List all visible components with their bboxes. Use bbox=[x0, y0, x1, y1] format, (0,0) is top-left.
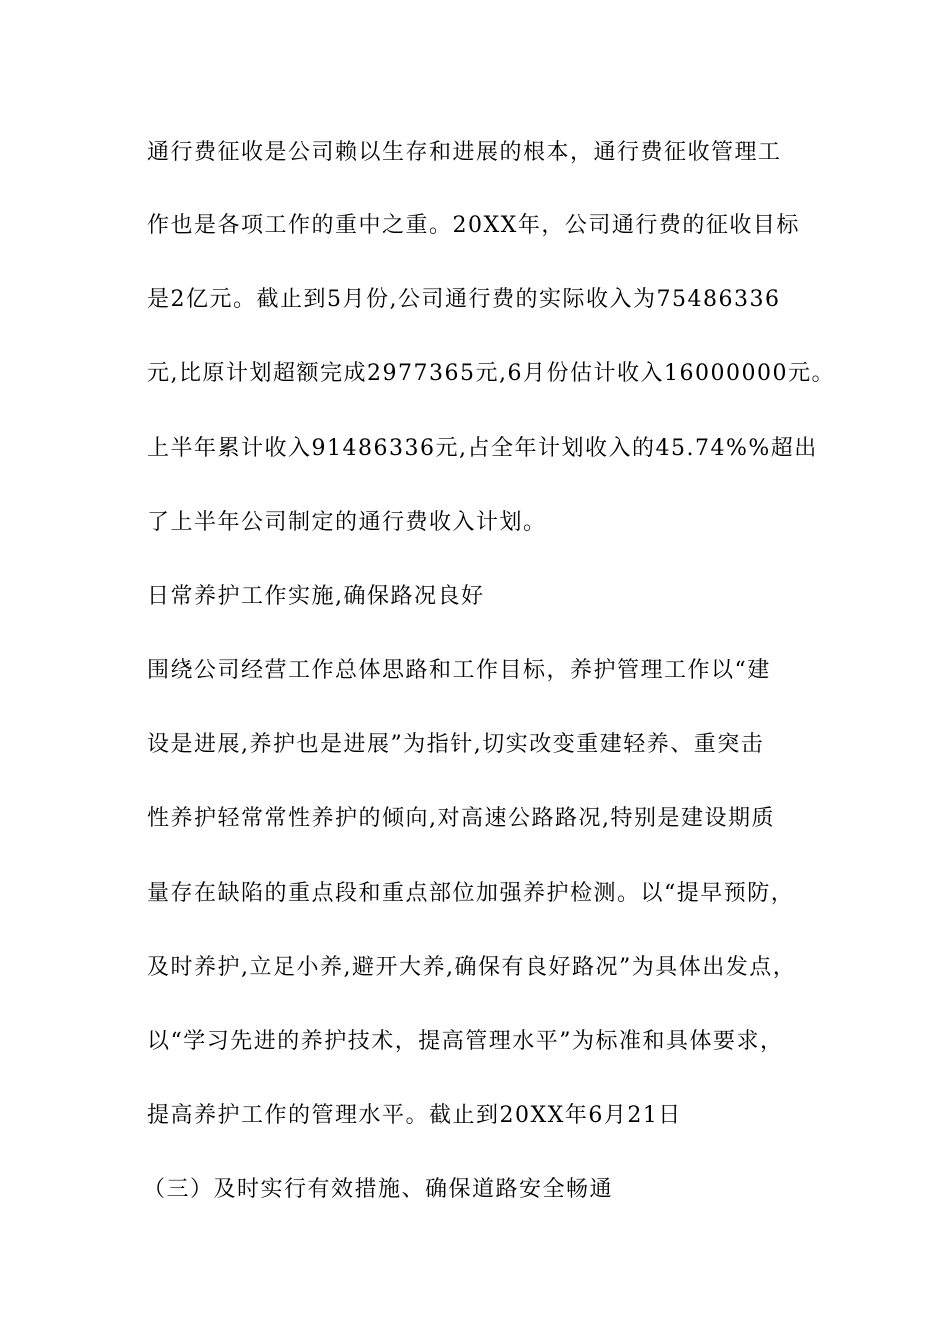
paragraph-line-4: 元,比原计划超额完成2977365元,6月份估计收入16000000元。 bbox=[147, 361, 835, 386]
paragraph-line-3: 是2亿元。截止到5月份,公司通行费的实际收入为75486336 bbox=[147, 287, 781, 312]
paragraph-line-2: 作也是各项工作的重中之重。20XX年，公司通行费的征收目标 bbox=[147, 213, 800, 238]
paragraph-line-5: 上半年累计收入91486336元,占全年计划收入的45.74%%超出 bbox=[147, 436, 818, 461]
paragraph-line-9: 设是进展,养护也是进展”为指针,切实改变重建轻养、重突击 bbox=[147, 732, 765, 757]
paragraph-line-1: 通行费征收是公司赖以生存和进展的根本，通行费征收管理工 bbox=[147, 140, 782, 165]
paragraph-line-11: 量存在缺陷的重点段和重点部位加强养护检测。以“提早预防， bbox=[147, 881, 795, 906]
paragraph-line-12: 及时养护,立足小养,避开大养,确保有良好路况”为具体出发点， bbox=[147, 955, 797, 980]
paragraph-line-10: 性养护轻常常性养护的倾向,对高速公路路况,特别是建设期质 bbox=[147, 806, 775, 831]
paragraph-line-14: 提高养护工作的管理水平。截止到20XX年6月21日 bbox=[147, 1103, 682, 1128]
paragraph-line-8: 围绕公司经营工作总体思路和工作目标，养护管理工作以“建 bbox=[147, 658, 771, 683]
paragraph-line-6: 了上半年公司制定的通行费收入计划。 bbox=[147, 510, 547, 535]
paragraph-line-13: 以“学习先进的养护技术，提高管理水平”为标准和具体要求， bbox=[147, 1029, 784, 1054]
section-heading-maintenance: 日常养护工作实施,确保路况良好 bbox=[147, 584, 485, 609]
section-heading-safety: （三）及时实行有效措施、确保道路安全畅通 bbox=[143, 1177, 614, 1202]
